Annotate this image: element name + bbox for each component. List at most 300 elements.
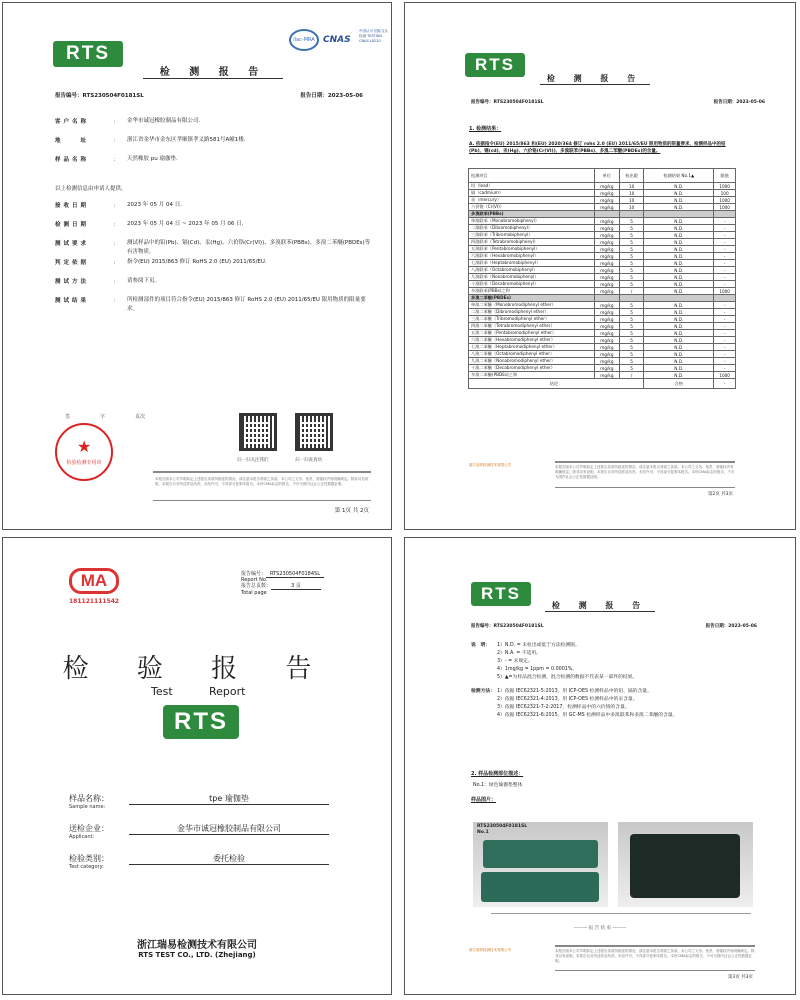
info-value: 所检测部件的项目符合指令(EU) 2015/863 修订 RoHS 2.0 (EU) 2011/65/EU 限用物质的限量要求。 [127, 297, 366, 312]
table-cell: 九溴联苯（Nonabromobiphenyl） [469, 274, 595, 281]
table-row [469, 274, 736, 281]
table-cell: 5 [619, 302, 643, 309]
table-cell: 三溴二苯醚（Tribromodiphenyl ether） [469, 316, 595, 323]
cover-field [69, 853, 329, 870]
table-row [469, 337, 736, 344]
qr-code-follow[interactable] [239, 413, 277, 451]
report-header [55, 91, 363, 99]
table-cell: 十溴联苯（Decabromobiphenyl） [469, 281, 595, 288]
conclusion-limit: - [714, 379, 736, 389]
table-cell: 五溴二苯醚（Pentabromodiphenyl ether） [469, 330, 595, 337]
colon: ： [113, 138, 119, 144]
note-item: 2）N.A. = 不适用。 [497, 651, 541, 656]
report-title: 检 测 报 告 [143, 63, 283, 79]
footer-divider [153, 471, 371, 473]
results-subtitle: A. 依据指令(EU) 2015/863 和(EU) 2020/364 修订 rohs 2.0 (EU) 2011/65/EU 限用物质的限量要求，检测样品中的铅(Pb)、镉(cd)、汞(Hg)、六价铬(Cr(VI))、多溴联苯(PBBs)、多溴二苯醚(PBDEs)的含量。 [469, 142, 726, 154]
table-cell: N.D. [644, 302, 714, 309]
field-label: 样品名称： [69, 794, 109, 803]
notes-label: 说 明： [471, 643, 491, 648]
table-cell: 10 [619, 190, 643, 197]
table-cell: mg/kg [594, 344, 619, 351]
photo-caption [477, 824, 527, 836]
table-cell: - [714, 365, 736, 372]
note-item: 1）N.D. = 未检出或低于方法检测限。 [497, 643, 580, 648]
disclaimer: 本报告版本公司声明如定上述报告条款所描述的情况，请注意本报告背面之条款。本公司之义务、免责、管辖权内有明确规定。除非另有说明，本报告仅对所送样品负责。未经许可，不得部分复制本报告。本份CMA标志的报告，不可为国内社会公正性数据证明。 [155, 477, 369, 486]
table-cell [594, 211, 619, 218]
info-row [55, 296, 371, 314]
table-row [469, 267, 736, 274]
table-cell [714, 295, 736, 302]
table-cell: 多溴二苯醚(PBDEs) [469, 295, 595, 302]
table-cell: mg/kg [594, 274, 619, 281]
report-end: ——— 报 告 结 束 ——— [573, 926, 627, 931]
report-number: 报告编号：RTS230504F0181SL [471, 100, 544, 105]
divider [491, 913, 751, 914]
table-cell: N.D. [644, 330, 714, 337]
table-cell: - [714, 246, 736, 253]
table-cell: - [714, 316, 736, 323]
table-cell: 六溴二苯醚（Hexabromodiphenyl ether） [469, 337, 595, 344]
company-small-logo: 浙江瑞易检测技术有限公司 [469, 463, 511, 467]
method-item: 4）依据 IEC62321-6:2015，用 GC-MS 检测样品中多溴联苯和多溴二苯醚的含量。 [497, 713, 678, 718]
table-group-row [469, 295, 736, 302]
table-cell: N.D. [644, 372, 714, 379]
table-cell: 多溴联苯(PBBs) [469, 211, 595, 218]
info-value: 天然橡胶 pu 瑜伽垫. [127, 156, 178, 162]
table-cell: mg/kg [594, 288, 619, 295]
testing-mark: 中国认可 国际互认 检测 TESTING CNAS L8220 [359, 29, 389, 43]
table-row [469, 330, 736, 337]
info-value: 2023 年 05 月 04 日. [127, 202, 182, 208]
table-cell: mg/kg [594, 309, 619, 316]
info-row [55, 117, 371, 126]
table-cell: 5 [619, 323, 643, 330]
table-cell: N.D. [644, 309, 714, 316]
table-cell: 七溴联苯（Heptabromobiphenyl） [469, 260, 595, 267]
table-row [469, 372, 736, 379]
table-cell: - [714, 302, 736, 309]
report-number: 报告编号：RTS230504F0181SL [55, 93, 144, 99]
footer-divider [555, 487, 735, 488]
qr-code-verify[interactable] [295, 413, 333, 451]
table-cell: mg/kg [594, 183, 619, 190]
colon: ： [113, 241, 119, 247]
report-date: 报告日期：2023-05-06 [705, 624, 757, 629]
table-cell: 5 [619, 218, 643, 225]
table-row [469, 351, 736, 358]
table-cell: 单溴联苯（Monobromobiphenyl） [469, 218, 595, 225]
info-row [55, 201, 371, 210]
table-cell: mg/kg [594, 372, 619, 379]
total-pages: 3 页 [271, 583, 321, 590]
table-cell: 5 [619, 274, 643, 281]
table-row [469, 190, 736, 197]
footer-divider [153, 500, 371, 501]
signature-line: 签 字 页次 [65, 414, 146, 420]
table-cell: - [714, 309, 736, 316]
table-row [469, 302, 736, 309]
report-page-4 [404, 537, 796, 995]
table-row [469, 260, 736, 267]
colon: ： [113, 260, 119, 266]
table-cell: mg/kg [594, 358, 619, 365]
info-row [55, 155, 371, 164]
field-label: 送检企业： [69, 824, 109, 833]
table-cell: N.D. [644, 260, 714, 267]
table-cell: N.D. [644, 253, 714, 260]
info-label: 判定依据 [55, 260, 90, 266]
photo-label: 样品图片： [471, 797, 497, 803]
green-mat-top [483, 840, 598, 868]
table-group-row [469, 211, 736, 218]
info-label: 样品名称 [55, 157, 90, 163]
table-cell: mg/kg [594, 232, 619, 239]
table-cell: 5 [619, 309, 643, 316]
table-cell: - [714, 337, 736, 344]
table-cell: 1000 [714, 204, 736, 211]
rts-logo: RTS [53, 41, 123, 67]
table-cell: - [714, 232, 736, 239]
photo-caption-id: RTS230504F0181SL [477, 824, 528, 829]
table-cell: mg/kg [594, 337, 619, 344]
table-cell: N.D. [644, 281, 714, 288]
note-item: 5）▲=为样品混合检测，混合检测的数据不代表某一部件的结果。 [497, 675, 638, 680]
table-cell: N.D. [644, 323, 714, 330]
report-no-en: Report No. [241, 577, 268, 583]
info-row [55, 220, 371, 229]
table-cell: - [714, 358, 736, 365]
rts-logo: RTS [465, 53, 525, 77]
table-cell: mg/kg [594, 225, 619, 232]
table-cell: 5 [619, 344, 643, 351]
table-cell: - [714, 260, 736, 267]
table-cell: 多溴联苯(PBBs)之和 [469, 288, 595, 295]
page-number: 第3页 共3页 [727, 975, 753, 980]
qr1-label: 扫一扫关注我们 [237, 458, 269, 463]
info-label: 测试方法 [55, 279, 90, 285]
section-results: 1. 检测结果： [469, 126, 502, 132]
note-item: 4）1mg/kg = 1ppm = 0.0001%。 [497, 667, 578, 672]
total-label: 报告总页数： [241, 583, 272, 589]
table-cell [714, 211, 736, 218]
info-note: 以上检测信息由申请人提供。 [55, 186, 127, 192]
table-cell: mg/kg [594, 190, 619, 197]
table-cell: 八溴二苯醚（Octabromodiphenyl ether） [469, 351, 595, 358]
company-small-logo: 浙江瑞易检测技术有限公司 [469, 948, 511, 952]
table-cell: 四溴二苯醚（Tetrabromodiphenyl ether） [469, 323, 595, 330]
table-cell: N.D. [644, 358, 714, 365]
info-row [55, 277, 371, 286]
table-cell: mg/kg [594, 302, 619, 309]
info-label: 测试要求 [55, 241, 90, 247]
info-label: 接收日期 [55, 203, 90, 209]
table-cell: - [714, 351, 736, 358]
rts-logo: RTS [471, 582, 531, 606]
colon: ： [113, 157, 119, 163]
table-cell: N.D. [644, 204, 714, 211]
method-item: 1）依据 IEC62321-5:2013，用 ICP-OES 检测样品中的铅、镉的含量。 [497, 689, 652, 694]
report-page-2 [404, 2, 796, 530]
table-cell: - [714, 344, 736, 351]
table-cell: - [714, 267, 736, 274]
disclaimer: 本报告版本公司声明如定上述报告条款所描述的情况，请注意本报告背面之条款。本公司之义务、免责、管辖权内有明确规定。除非另有说明，本报告仅对所送样品负责。未经许可，不得部分复制本报告。本份CMA标志的报告，不可为国内社会公正性数据证明。 [555, 949, 755, 963]
table-cell: 铅（lead） [469, 183, 595, 190]
table-cell: mg/kg [594, 323, 619, 330]
table-cell: 5 [619, 260, 643, 267]
official-stamp [55, 423, 113, 481]
table-cell: N.D. [644, 365, 714, 372]
table-cell: mg/kg [594, 365, 619, 372]
table-cell: 六溴联苯（Hexabromobiphenyl） [469, 253, 595, 260]
table-cell: N.D. [644, 246, 714, 253]
info-value: 浙江省金华市金东区孝顺镇孝义路581号A幢1楼. [127, 137, 246, 143]
conclusion-value: 合格 [644, 379, 714, 389]
col-unit: 单位 [594, 169, 619, 183]
table-cell: / [619, 288, 643, 295]
sample-description: No.1：绿色瑜伽垫整体 [473, 783, 523, 788]
table-row [469, 232, 736, 239]
report-header [471, 99, 765, 105]
method-item: 3）依据 IEC62321-7-2:2017，检测样品中的六价铬的含量。 [497, 705, 630, 710]
table-cell: - [714, 225, 736, 232]
col-result: 检测结果 No.1▲ [644, 169, 714, 183]
info-row [55, 239, 371, 257]
info-value: 测试样品中的铅(Pb)、镉(Cd)、汞(Hg)、六价铬(Cr(VI))、多溴联苯(PBBs)、多溴二苯醚(PBDEs)等有害物质。 [127, 240, 371, 255]
table-row [469, 197, 736, 204]
table-cell: 八溴联苯（Octabromobiphenyl） [469, 267, 595, 274]
table-cell: - [714, 218, 736, 225]
colon: ： [113, 222, 119, 228]
info-value: 2023 年 05 月 04 日 ~ 2023 年 05 月 06 日. [127, 221, 244, 227]
footer-divider [555, 945, 755, 947]
col-mdl: 检出限 [619, 169, 643, 183]
table-cell: mg/kg [594, 260, 619, 267]
page-number: 第 1页 共 2页 [334, 508, 369, 514]
col-limit: 限值 [714, 169, 736, 183]
info-value: 指令(EU) 2015/863 修订 RoHS 2.0 (EU) 2011/65/EU. [127, 259, 267, 265]
table-cell: 二溴二苯醚（Dibromodiphenyl ether） [469, 309, 595, 316]
table-cell: 三溴联苯（Tribromobiphenyl） [469, 232, 595, 239]
table-cell: 十溴二苯醚（Decabromodiphenyl ether） [469, 365, 595, 372]
company-name-en: RTS TEST CO., LTD. (Zhejiang) [138, 951, 256, 959]
table-row [469, 183, 736, 190]
table-cell: 10 [619, 197, 643, 204]
page-number: 第2页 共3页 [707, 492, 733, 497]
col-item: 检测项目 [469, 169, 595, 183]
cover-field [69, 793, 329, 810]
table-cell: 5 [619, 365, 643, 372]
cover-title-en-test: Test [151, 685, 173, 698]
colon: ： [113, 119, 119, 125]
table-cell: N.D. [644, 218, 714, 225]
table-cell: N.D. [644, 316, 714, 323]
colon: ： [113, 203, 119, 209]
table-cell: mg/kg [594, 197, 619, 204]
table-row [469, 358, 736, 365]
table-cell: N.D. [644, 197, 714, 204]
company-name: 浙江瑞易检测技术有限公司 [137, 940, 257, 951]
sample-photo-2 [618, 822, 753, 907]
table-cell: 汞（mercury） [469, 197, 595, 204]
report-no: RTS230504F0184SL [266, 571, 324, 578]
table-cell: mg/kg [594, 204, 619, 211]
table-cell: 1000 [714, 197, 736, 204]
table-cell: 1000 [714, 288, 736, 295]
field-label-en: Applicant: [69, 834, 95, 840]
table-cell: 5 [619, 281, 643, 288]
table-cell: N.D. [644, 183, 714, 190]
table-cell: N.D. [644, 239, 714, 246]
cover-field [69, 823, 329, 840]
photo-caption-no: No.1 [477, 830, 489, 835]
table-cell: 5 [619, 358, 643, 365]
report-number: 报告编号：RTS230504F0181SL [471, 624, 544, 629]
dark-mat [630, 834, 740, 898]
info-row [55, 136, 371, 145]
table-cell: 1000 [714, 183, 736, 190]
table-cell: - [714, 253, 736, 260]
table-cell [619, 211, 643, 218]
field-value: tpe 瑜伽垫 [129, 793, 329, 805]
report-header [471, 623, 757, 629]
stamp-text: 检验检测专用章 [66, 460, 102, 466]
table-row [469, 281, 736, 288]
table-cell: 5 [619, 246, 643, 253]
report-no-label: 报告编号： [241, 571, 267, 577]
ilac-mra-logo: ilac-MRA [289, 29, 319, 51]
table-cell: mg/kg [594, 316, 619, 323]
methods-label: 检测方法： [471, 689, 495, 694]
table-cell: mg/kg [594, 239, 619, 246]
table-cell: mg/kg [594, 267, 619, 274]
conclusion-label: 结论： [469, 379, 644, 389]
table-cell: 多溴二苯醚(PBDEs)之和 [469, 372, 595, 379]
table-cell: 九溴二苯醚（Nonabromodiphenyl ether） [469, 358, 595, 365]
table-cell: 5 [619, 267, 643, 274]
table-cell: mg/kg [594, 218, 619, 225]
table-cell: mg/kg [594, 246, 619, 253]
cover-title: 检 验 报 告 [62, 654, 332, 684]
cover-title-en-report: Report [209, 685, 246, 698]
info-row [55, 258, 371, 267]
table-row [469, 288, 736, 295]
table-row [469, 309, 736, 316]
field-label: 检验类别： [69, 854, 109, 863]
report-date: 报告日期：2023-05-06 [300, 93, 363, 99]
table-row [469, 204, 736, 211]
table-cell: N.D. [644, 267, 714, 274]
footer-divider [555, 461, 735, 463]
note-item: 3）- = 未规定。 [497, 659, 533, 664]
table-cell: 10 [619, 183, 643, 190]
total-en: Total page [241, 590, 267, 596]
info-label: 测试结果 [55, 298, 90, 304]
table-cell: mg/kg [594, 253, 619, 260]
table-row [469, 225, 736, 232]
table-cell: N.D. [644, 274, 714, 281]
field-label-en: Test category: [69, 864, 104, 870]
table-cell: N.D. [644, 344, 714, 351]
table-cell [644, 295, 714, 302]
cma-logo: MA [69, 568, 119, 594]
report-date: 报告日期：2023-05-06 [713, 100, 765, 105]
table-cell: mg/kg [594, 351, 619, 358]
table-cell: 5 [619, 316, 643, 323]
table-cell: - [714, 330, 736, 337]
table-row [469, 344, 736, 351]
table-cell: / [619, 372, 643, 379]
table-cell: 六价铬（Cr(VI)） [469, 204, 595, 211]
table-cell: 5 [619, 232, 643, 239]
section-sample-description: 2. 样品检测部位描述： [471, 771, 524, 777]
table-cell: mg/kg [594, 281, 619, 288]
table-row [469, 365, 736, 372]
field-value: 委托检验 [129, 853, 329, 865]
cover-report-info [241, 571, 324, 596]
table-cell: 5 [619, 253, 643, 260]
table-cell: 5 [619, 225, 643, 232]
table-cell: N.D. [644, 225, 714, 232]
table-cell: N.D. [644, 190, 714, 197]
report-title: 检 测 报 告 [545, 600, 655, 612]
table-cell: 四溴联苯（Tetrabromobiphenyl） [469, 239, 595, 246]
green-mat-bottom [481, 872, 599, 902]
results-table [468, 168, 736, 389]
table-cell: 二溴联苯（Dibromobiphenyl） [469, 225, 595, 232]
table-cell: N.D. [644, 351, 714, 358]
info-value: 金华市诚冠橡胶制品有限公司. [127, 118, 201, 124]
cma-number: 181121111542 [69, 598, 120, 605]
field-label-en: Sample name: [69, 804, 106, 810]
qr2-label: 扫一扫查真伪 [295, 458, 322, 463]
footer-divider [555, 970, 755, 971]
table-cell: 5 [619, 351, 643, 358]
table-cell: 1000 [714, 372, 736, 379]
table-cell: N.D. [644, 337, 714, 344]
colon: ： [113, 298, 119, 304]
table-cell: - [714, 281, 736, 288]
table-cell: 五溴联苯（Pentabromobiphenyl） [469, 246, 595, 253]
report-page-3-cover [2, 537, 392, 995]
table-cell: - [714, 239, 736, 246]
table-cell [619, 295, 643, 302]
table-cell: - [714, 274, 736, 281]
star-icon: ★ [77, 437, 92, 456]
info-label: 检测日期 [55, 222, 90, 228]
table-row [469, 316, 736, 323]
table-cell: 5 [619, 239, 643, 246]
table-cell [594, 295, 619, 302]
table-row [469, 246, 736, 253]
table-cell: N.D. [644, 232, 714, 239]
table-row [469, 218, 736, 225]
table-cell [644, 211, 714, 218]
info-value: 请参阅下页。 [127, 278, 161, 284]
cnas-logo: CNAS [323, 35, 351, 45]
table-row [469, 239, 736, 246]
table-cell: 单溴二苯醚（Monobromodiphenyl ether） [469, 302, 595, 309]
rts-logo: RTS [163, 705, 239, 739]
table-cell: 5 [619, 330, 643, 337]
table-cell: 10 [619, 204, 643, 211]
report-page-1 [2, 2, 392, 530]
table-cell: mg/kg [594, 330, 619, 337]
method-item: 2）依据 IEC62321-4:2013，用 ICP-OES 检测样品中的汞含量。 [497, 697, 638, 702]
info-label: 客户名称 [55, 119, 90, 125]
info-label: 地 址 [55, 138, 90, 144]
field-value: 金华市诚冠橡胶制品有限公司 [129, 823, 329, 835]
table-row [469, 323, 736, 330]
